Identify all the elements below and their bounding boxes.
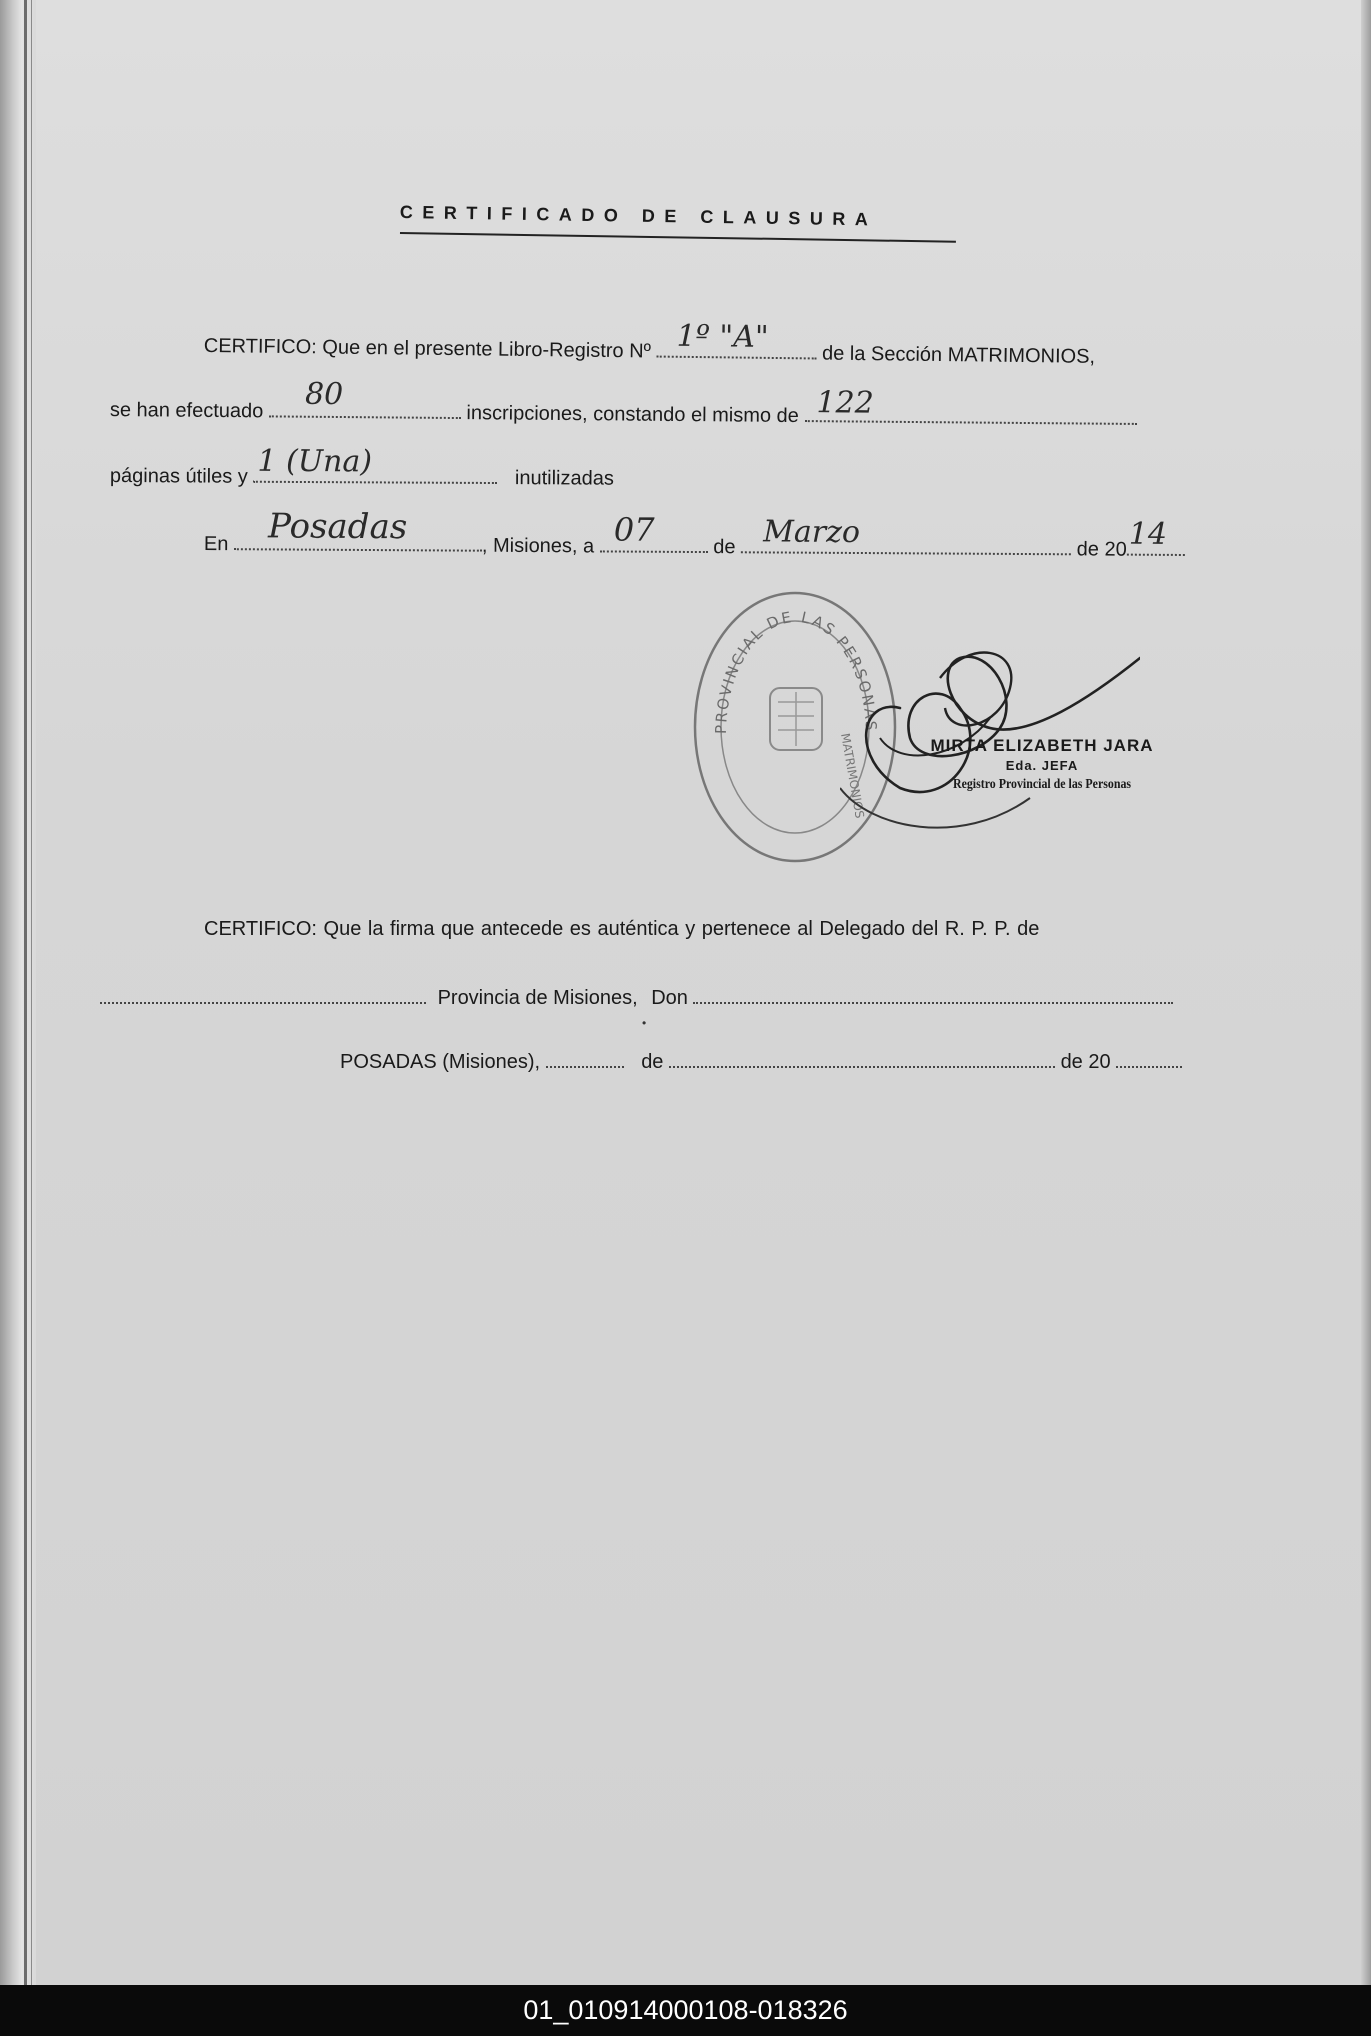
cert2-blank-2 [693,984,1173,1004]
libro-number-field [656,318,816,360]
cert-line-2-prefix: se han efectuado [109,398,264,423]
handwritten-anio: 14 [1128,516,1168,552]
cert-line-2 [109,376,1137,431]
seal-outer-text: PROVINCIAL DE LAS PERSONAS [711,607,881,735]
cert-line-4-prefix: En [203,532,229,556]
file-id-bar [0,1985,1371,2036]
handwritten-ciudad: Posadas [267,506,408,548]
handwritten-paginas: 122 [816,385,874,421]
inscripciones-field [269,376,461,419]
ciudad-field [234,506,482,552]
seal-inner-text: MATRIMONIOS [838,732,867,820]
handwritten-libro-number: 1º "A" [676,318,769,355]
cert2-line-2 [100,984,1173,1010]
cert2-blank-4 [669,1048,1055,1068]
cert2-line-3-prefix: POSADAS (Misiones), [340,1051,541,1073]
signer-name: MIRTA ELIZABETH JARA [930,736,1154,755]
paginas-field [804,385,1136,425]
handwritten-inscripciones: 80 [304,376,344,413]
cert2-blank-5 [1116,1048,1182,1068]
handwritten-inutilizadas: 1 (Una) [257,443,373,480]
cert-line-4-de20: de 20 [1076,538,1127,561]
dia-field [600,510,708,553]
inutilizadas-field [253,443,497,484]
cert2-line-3-de20: de 20 [1060,1051,1111,1073]
cert-line-3-prefix: páginas útiles y [109,464,248,488]
cert-line-1-prefix: CERTIFICO: Que en el presente Libro-Registro Nº [203,334,652,363]
cert-line-2-middle: inscripciones, constando el mismo de [466,402,799,428]
handwritten-dia: 07 [613,510,655,549]
anio-field [1127,516,1185,556]
document-title: CERTIFICADO DE CLAUSURA [399,202,878,230]
signer-office: Registro Provincial de las Personas [952,777,1132,792]
file-id-label: 01_010914000108-018326 [523,1995,848,2025]
cert2-line-2-mid: Provincia de Misiones, [437,987,638,1009]
ink-speck: • [642,1016,647,1030]
mes-field [741,514,1071,555]
handwritten-mes: Marzo [763,514,861,551]
cert2-line-2-don: Don [651,987,688,1009]
title-underline [400,232,956,243]
cert-line-1 [203,318,1096,369]
signer-role: Eda. JEFA [1005,758,1079,773]
cert2-line-1: CERTIFICO: Que la firma que antecede es auténtica y pertenece al Delegado del R. P. P. de [204,918,1040,940]
cert2-line-3 [340,1048,1182,1074]
cert-line-3-suffix: inutilizadas [514,467,614,490]
cert-line-4-de: de [713,536,736,559]
binding-line-secondary [31,0,32,1985]
page-right-edge [1361,0,1371,1985]
cert-line-1-suffix: de la Sección MATRIMONIOS, [821,342,1096,368]
signer-stamp [922,736,1162,793]
cert2-line-3-de: de [641,1051,664,1073]
cert2-blank-3 [546,1048,624,1068]
cert2-blank-1 [100,984,426,1004]
cert-line-4 [203,506,1185,562]
cert-line-4-misiones: , Misiones, a [481,534,595,558]
binding-line [24,0,27,1985]
cert-line-3 [109,443,614,491]
